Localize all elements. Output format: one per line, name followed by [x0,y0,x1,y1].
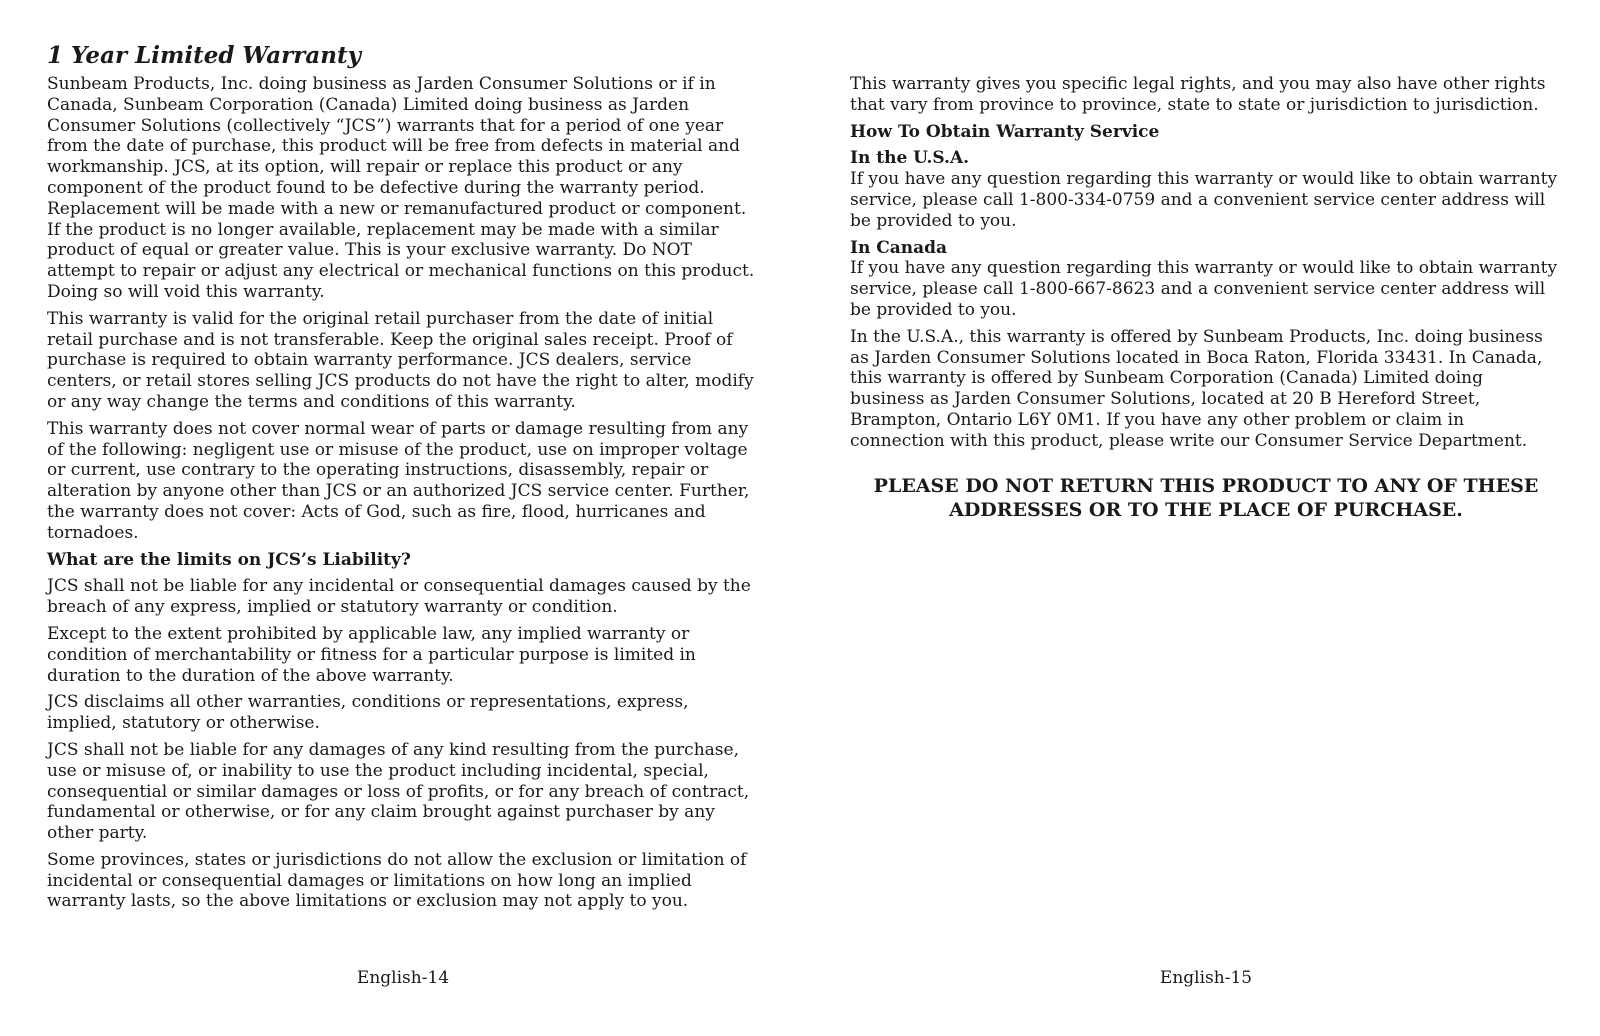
warranty-paragraph: Sunbeam Products, Inc. doing business as Jarden Consumer Solutions or if in Canada, Sunbeam Corporation (Canada) Limited doing business as Jarden Consumer Solutions (collectively “JCS”) warrants that for a period of one year from the date of purchase, this product will be free from defects in material and workmanship. JCS, at its option, will repair or replace this product or any component of the product found to be defective during the warranty period. Replacement will be made with a new or remanufactured product or component. If the product is no longer available, replacement may be made with a similar product of equal or greater value. This is your exclusive warranty. Do NOT attempt to repair or adjust any electrical or mechanical functions on this product. Doing so will void this warranty. [47,74,755,302]
return-notice: PLEASE DO NOT RETURN THIS PRODUCT TO ANY OF THESE ADDRESSES OR TO THE PLACE OF PURCHASE. [873,474,1539,521]
right-page [850,0,1562,1036]
canada-service-paragraph: If you have any question regarding this warranty or would like to obtain warranty service, please call 1-800-667-8623 and a convenient service center address will be provided to you. [850,258,1558,320]
warranty-title: 1 Year Limited Warranty [47,42,362,69]
usa-heading: In the U.S.A. [850,148,970,169]
liability-heading: What are the limits on JCS’s Liability? [47,549,411,570]
left-page [47,0,759,1036]
liability-paragraph: JCS disclaims all other warranties, conditions or representations, express, implied, statutory or otherwise. [47,692,689,734]
warranty-paragraph: This warranty does not cover normal wear of parts or damage resulting from any of the following: negligent use or misuse of the product, use on improper voltage or current, use contrary to the operating instructions, disassembly, repair or alteration by anyone other than JCS or an authorized JCS service center. Further, the warranty does not cover: Acts of God, such as fire, flood, hurricanes and tornadoes. [47,418,750,543]
liability-paragraph: JCS shall not be liable for any incidental or consequential damages caused by the breach of any express, implied or statutory warranty or condition. [47,576,751,618]
liability-paragraph: Some provinces, states or jurisdictions do not allow the exclusion or limitation of incidental or consequential damages or limitations on how long an implied warranty lasts, so the above limitations or exclusion may not apply to you. [47,849,747,912]
left-column [47,74,759,918]
service-heading: How To Obtain Warranty Service [850,121,1160,142]
canada-heading: In Canada [850,237,948,258]
liability-paragraph: Except to the extent prohibited by applicable law, any implied warranty or condition of merchantability or fitness for a particular purpose is limited in duration to the duration of the above warranty. [47,623,696,686]
page-number-right: English-15 [1159,968,1253,988]
usa-service-paragraph: If you have any question regarding this warranty or would like to obtain warranty service, please call 1-800-334-0759 and a convenient service center address will be provided to you. [850,169,1558,231]
warranty-paragraph: This warranty is valid for the original retail purchaser from the date of initial retail purchase and is not transferable. Keep the original sales receipt. Proof of purchase is required to obtain warranty performance. JCS dealers, service centers, or retail stores selling JCS products do not have the right to alter, modify or any way change the terms and conditions of this warranty. [47,308,754,412]
page-number-left: English-14 [356,968,450,988]
liability-paragraph: JCS shall not be liable for any damages of any kind resulting from the purchase, use or misuse of, or inability to use the product including incidental, special, consequential or similar damages or loss of profits, or for any breach of contract, fundamental or otherwise, or for any claim brought against purchaser by any other party. [47,739,750,844]
warranty-offer-paragraph: In the U.S.A., this warranty is offered by Sunbeam Products, Inc. doing business as Jarden Consumer Solutions located in Boca Raton, Florida 33431. In Canada, this warranty is offered by Sunbeam Corporation (Canada) Limited doing business as Jarden Consumer Solutions, located at 20 B Hereford Street, Brampton, Ontario L6Y 0M1. If you have any other problem or claim in connection with this product, please write our Consumer Service Department. [850,326,1543,451]
right-column [850,74,1562,522]
legal-rights-paragraph: This warranty gives you specific legal rights, and you may also have other rights that vary from province to province, state to state or jurisdiction to jurisdiction. [850,74,1546,115]
